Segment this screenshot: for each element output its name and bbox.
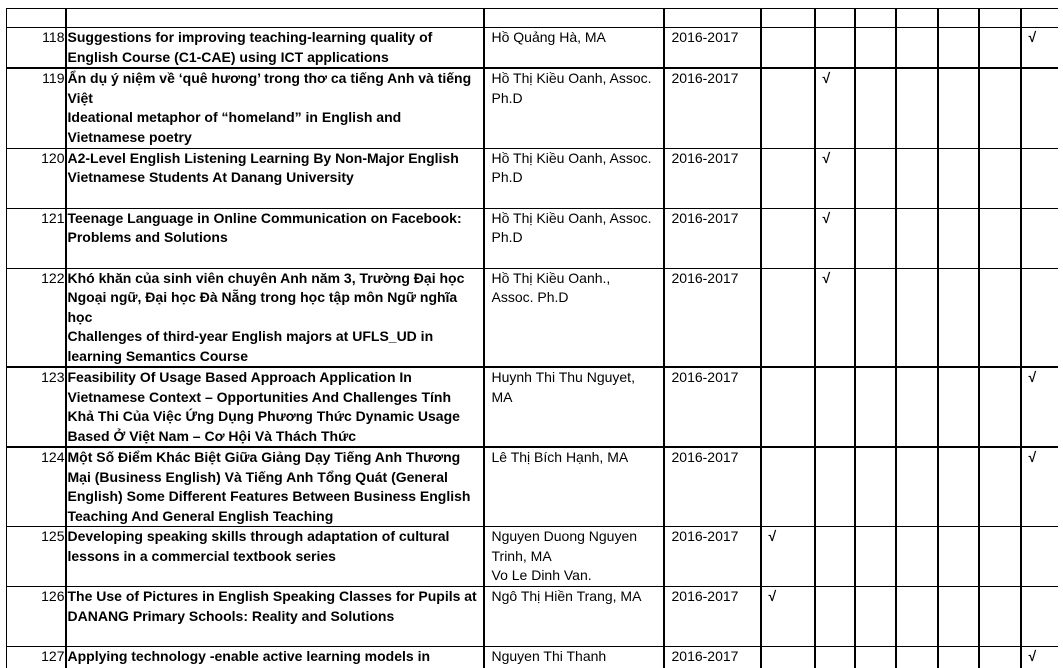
project-title [66, 587, 484, 647]
project-title [66, 647, 484, 668]
category-cell [1021, 268, 1059, 367]
author-line: Vo Le Dinh Van. [491, 567, 592, 583]
header-cell [66, 9, 484, 28]
category-cell [815, 28, 855, 69]
row-number: 123 [7, 367, 66, 447]
academic-year: 2016-2017 [664, 527, 761, 587]
check-mark: √ [1021, 28, 1059, 69]
check-mark: √ [1021, 447, 1059, 527]
category-cell [761, 68, 815, 148]
title-line: English Course (C1-CAE) using ICT applications [67, 48, 389, 65]
title-line: Mại (Business English) Và Tiếng Anh Tổng Quát (General [67, 468, 448, 485]
header-cell [664, 9, 761, 28]
title-line: Problems and Solutions [67, 229, 228, 245]
category-cell [761, 268, 815, 367]
category-cell [815, 447, 855, 527]
author-line: Hồ Thị Kiều Oanh, Assoc. [491, 70, 652, 86]
title-line: Teaching And General English Teaching [67, 507, 334, 524]
project-author [484, 367, 664, 447]
table-row [7, 268, 1059, 367]
check-mark: √ [761, 527, 815, 587]
title-line: English) Some Different Features Between Business English [67, 488, 471, 504]
category-cell [979, 587, 1021, 647]
project-title [66, 68, 484, 148]
category-cell [896, 587, 938, 647]
academic-year: 2016-2017 [664, 268, 761, 367]
category-cell [938, 68, 979, 148]
title-line: học [67, 308, 93, 325]
author-line: Ngô Thị Hiền Trang, MA [491, 588, 642, 604]
table-row [7, 208, 1059, 268]
academic-year: 2016-2017 [664, 148, 761, 208]
category-cell [938, 268, 979, 367]
table-row [7, 527, 1059, 587]
project-author [484, 268, 664, 367]
category-cell [938, 647, 979, 668]
category-cell [979, 208, 1021, 268]
table-header-row [7, 9, 1059, 28]
header-cell [896, 9, 938, 28]
title-line: Ngoại ngữ, Đại học Đà Nẵng trong học tập môn Ngữ nghĩa [67, 289, 458, 305]
category-cell [938, 208, 979, 268]
academic-year: 2016-2017 [664, 28, 761, 69]
category-cell [938, 587, 979, 647]
title-line: Challenges of third-year English majors at UFLS_UD in [67, 328, 434, 344]
title-line: lessons in a commercial textbook series [67, 547, 336, 564]
category-cell [896, 68, 938, 148]
author-line: Ph.D [491, 229, 523, 245]
check-mark: √ [815, 268, 855, 367]
row-number: 118 [7, 28, 66, 69]
category-cell [761, 367, 815, 447]
project-author [484, 447, 664, 527]
category-cell [979, 527, 1021, 587]
header-cell [7, 9, 66, 28]
academic-year: 2016-2017 [664, 447, 761, 527]
table-row [7, 148, 1059, 208]
category-cell [761, 148, 815, 208]
title-line: DANANG Primary Schools: Reality and Solutions [67, 607, 395, 624]
category-cell [1021, 587, 1059, 647]
category-cell [979, 268, 1021, 367]
category-cell [896, 367, 938, 447]
author-line: Hồ Thị Kiều Oanh., [491, 269, 611, 286]
category-cell [855, 28, 896, 69]
project-title [66, 367, 484, 447]
author-line: Lê Thị Bích Hạnh, MA [491, 449, 629, 465]
category-cell [855, 268, 896, 367]
author-line: Hồ Quảng Hà, MA [491, 29, 606, 45]
table-row [7, 647, 1059, 668]
title-line: Developing speaking skills through adaptation of cultural [67, 528, 450, 544]
academic-year: 2016-2017 [664, 208, 761, 268]
title-line: Khó khăn của sinh viên chuyên Anh năm 3, Trường Đại học [67, 269, 465, 286]
table-row [7, 367, 1059, 447]
category-cell [761, 208, 815, 268]
title-line: Based Ở Việt Nam – Cơ Hội Và Thách Thức [67, 427, 357, 444]
category-cell [761, 647, 815, 668]
project-title [66, 527, 484, 587]
check-mark: √ [815, 148, 855, 208]
table-row [7, 587, 1059, 647]
category-cell [855, 148, 896, 208]
category-cell [1021, 208, 1059, 268]
project-author [484, 28, 664, 69]
category-cell [815, 647, 855, 668]
category-cell [855, 68, 896, 148]
author-line: Ph.D [491, 89, 523, 106]
category-cell [896, 647, 938, 668]
category-cell [1021, 68, 1059, 148]
header-cell [855, 9, 896, 28]
author-line: Ph.D [491, 169, 523, 185]
row-number: 122 [7, 268, 66, 367]
table-body [7, 9, 1059, 668]
title-line: Khả Thi Của Việc Ứng Dụng Phương Thức Dynamic Usage [67, 408, 460, 424]
category-cell [896, 28, 938, 69]
category-cell [979, 367, 1021, 447]
row-number: 119 [7, 68, 66, 148]
project-title [66, 28, 484, 69]
header-cell [484, 9, 664, 28]
title-line: Teenage Language in Online Communication on Facebook: [67, 209, 462, 226]
table-row [7, 447, 1059, 527]
row-number: 127 [7, 647, 66, 668]
row-number: 126 [7, 587, 66, 647]
category-cell [979, 647, 1021, 668]
row-number: 120 [7, 148, 66, 208]
project-author [484, 208, 664, 268]
header-cell [1021, 9, 1059, 28]
title-line: The Use of Pictures in English Speaking Classes for Pupils at [67, 588, 477, 604]
category-cell [855, 367, 896, 447]
header-cell [979, 9, 1021, 28]
category-cell [979, 447, 1021, 527]
category-cell [1021, 527, 1059, 587]
title-line: Applying technology -enable active learning models in [67, 648, 431, 664]
project-author [484, 148, 664, 208]
project-author [484, 647, 664, 668]
author-line: MA [491, 388, 513, 405]
author-line: Hồ Thị Kiều Oanh, Assoc. [491, 149, 652, 166]
category-cell [896, 148, 938, 208]
category-cell [979, 148, 1021, 208]
author-line: Assoc. Ph.D [491, 289, 569, 305]
category-cell [815, 527, 855, 587]
author-line: Hồ Thị Kiều Oanh, Assoc. [491, 209, 652, 226]
project-title [66, 148, 484, 208]
header-cell [761, 9, 815, 28]
project-title [66, 268, 484, 367]
author-line: Trinh, MA [491, 547, 552, 564]
header-cell [938, 9, 979, 28]
author-line: Nguyen Thi Thanh [491, 648, 607, 664]
category-cell [979, 28, 1021, 69]
row-number: 125 [7, 527, 66, 587]
title-line: Một Số Điểm Khác Biệt Giữa Giảng Dạy Tiếng Anh Thương [67, 449, 461, 465]
title-line: Vietnamese Students At Danang University [67, 169, 354, 185]
category-cell [855, 647, 896, 668]
academic-year: 2016-2017 [664, 647, 761, 668]
project-title [66, 447, 484, 527]
document-page [6, 0, 1058, 668]
category-cell [761, 28, 815, 69]
category-cell [938, 148, 979, 208]
check-mark: √ [815, 208, 855, 268]
author-line: Huynh Thi Thu Nguyet, [491, 369, 635, 385]
check-mark: √ [761, 587, 815, 647]
project-author [484, 527, 664, 587]
check-mark: √ [815, 68, 855, 148]
category-cell [815, 367, 855, 447]
title-line: Vietnamese poetry [67, 128, 192, 145]
category-cell [938, 527, 979, 587]
research-projects-table [6, 8, 1058, 668]
category-cell [761, 447, 815, 527]
category-cell [855, 447, 896, 527]
title-line: Feasibility Of Usage Based Approach Application In [67, 369, 412, 385]
project-title [66, 208, 484, 268]
title-line: Ideational metaphor of “homeland” in English and [67, 109, 402, 125]
row-number: 124 [7, 447, 66, 527]
category-cell [855, 587, 896, 647]
category-cell [896, 208, 938, 268]
check-mark: √ [1021, 367, 1059, 447]
header-cell [815, 9, 855, 28]
title-line: A2-Level English Listening Learning By Non-Major English [67, 149, 459, 166]
project-author [484, 587, 664, 647]
title-line: Việt [67, 89, 93, 106]
table-row [7, 68, 1059, 148]
title-line: Ẩn dụ ý niệm về ‘quê hương’ trong thơ ca tiếng Anh và tiếng [67, 70, 472, 86]
academic-year: 2016-2017 [664, 68, 761, 148]
category-cell [1021, 148, 1059, 208]
table-row [7, 28, 1059, 69]
title-line: learning Semantics Course [67, 347, 249, 364]
category-cell [938, 447, 979, 527]
check-mark: √ [1021, 647, 1059, 668]
category-cell [896, 447, 938, 527]
category-cell [938, 28, 979, 69]
title-line: Vietnamese Context – Opportunities And Challenges Tính [67, 388, 452, 405]
category-cell [896, 527, 938, 587]
category-cell [855, 527, 896, 587]
category-cell [979, 68, 1021, 148]
category-cell [815, 587, 855, 647]
category-cell [938, 367, 979, 447]
category-cell [855, 208, 896, 268]
academic-year: 2016-2017 [664, 367, 761, 447]
row-number: 121 [7, 208, 66, 268]
author-line: Nguyen Duong Nguyen [491, 528, 638, 544]
project-author [484, 68, 664, 148]
category-cell [896, 268, 938, 367]
academic-year: 2016-2017 [664, 587, 761, 647]
title-line: Suggestions for improving teaching-learning quality of [67, 29, 433, 45]
